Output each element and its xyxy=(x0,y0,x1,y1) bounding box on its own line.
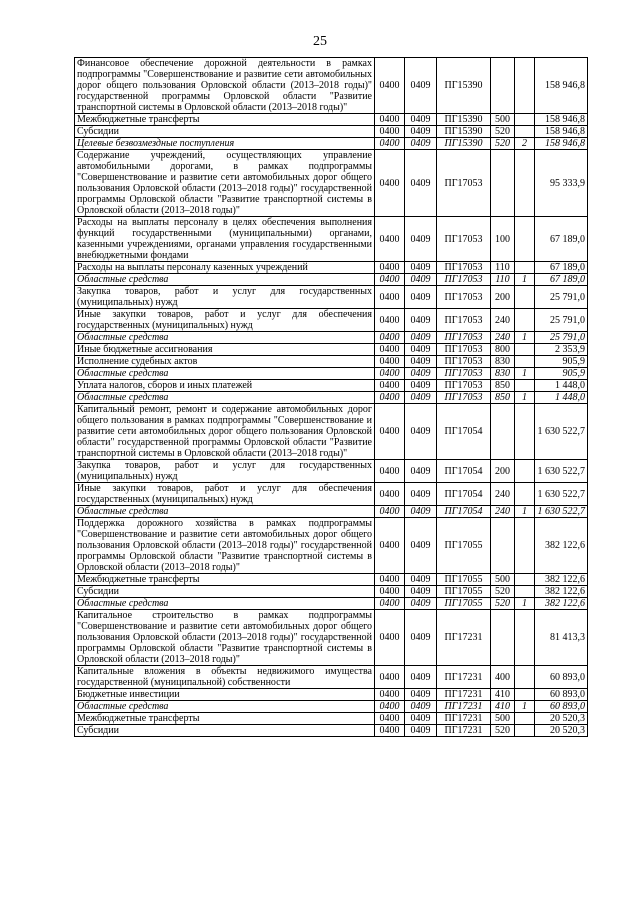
section-code: 0400 xyxy=(375,610,405,666)
funding-source-code xyxy=(515,483,535,506)
expense-type-code: 500 xyxy=(491,713,515,725)
expense-description: Иные закупки товаров, работ и услуг для обеспечения государственных (муниципальных) нужд xyxy=(75,483,375,506)
target-article-code: ПГ15390 xyxy=(437,114,491,126)
subsection-code: 0409 xyxy=(405,506,437,518)
target-article-code: ПГ17231 xyxy=(437,610,491,666)
amount: 1 630 522,7 xyxy=(535,483,588,506)
expense-description: Субсидии xyxy=(75,586,375,598)
section-code: 0400 xyxy=(375,58,405,114)
target-article-code: ПГ17053 xyxy=(437,274,491,286)
funding-source-code xyxy=(515,380,535,392)
expense-type-code: 200 xyxy=(491,460,515,483)
amount: 905,9 xyxy=(535,368,588,380)
target-article-code: ПГ17231 xyxy=(437,713,491,725)
subsection-code: 0409 xyxy=(405,274,437,286)
target-article-code: ПГ17054 xyxy=(437,506,491,518)
expense-description: Капитальные вложения в объекты недвижимого имущества государственной (муниципальной) собственности xyxy=(75,666,375,689)
section-code: 0400 xyxy=(375,150,405,217)
expense-description: Областные средства xyxy=(75,701,375,713)
subsection-code: 0409 xyxy=(405,286,437,309)
section-code: 0400 xyxy=(375,114,405,126)
table-row xyxy=(75,404,588,460)
table-row xyxy=(75,666,588,689)
expense-type-code xyxy=(491,58,515,114)
subsection-code: 0409 xyxy=(405,309,437,332)
target-article-code: ПГ17054 xyxy=(437,483,491,506)
section-code: 0400 xyxy=(375,274,405,286)
expense-type-code: 110 xyxy=(491,274,515,286)
amount: 1 630 522,7 xyxy=(535,460,588,483)
target-article-code: ПГ17231 xyxy=(437,701,491,713)
target-article-code: ПГ17053 xyxy=(437,380,491,392)
target-article-code: ПГ17053 xyxy=(437,150,491,217)
table-row xyxy=(75,610,588,666)
section-code: 0400 xyxy=(375,506,405,518)
table-row xyxy=(75,150,588,217)
table-row xyxy=(75,262,588,274)
target-article-code: ПГ17053 xyxy=(437,262,491,274)
expense-description: Субсидии xyxy=(75,725,375,737)
funding-source-code xyxy=(515,610,535,666)
funding-source-code xyxy=(515,58,535,114)
funding-source-code: 1 xyxy=(515,274,535,286)
amount: 158 946,8 xyxy=(535,138,588,150)
section-code: 0400 xyxy=(375,460,405,483)
funding-source-code xyxy=(515,404,535,460)
amount: 158 946,8 xyxy=(535,58,588,114)
section-code: 0400 xyxy=(375,725,405,737)
target-article-code: ПГ17053 xyxy=(437,332,491,344)
subsection-code: 0409 xyxy=(405,150,437,217)
funding-source-code xyxy=(515,586,535,598)
amount: 20 520,3 xyxy=(535,713,588,725)
expense-description: Областные средства xyxy=(75,506,375,518)
section-code: 0400 xyxy=(375,286,405,309)
subsection-code: 0409 xyxy=(405,138,437,150)
funding-source-code xyxy=(515,114,535,126)
table-row xyxy=(75,344,588,356)
amount: 382 122,6 xyxy=(535,518,588,574)
expense-description: Межбюджетные трансферты xyxy=(75,114,375,126)
expense-type-code: 240 xyxy=(491,483,515,506)
subsection-code: 0409 xyxy=(405,689,437,701)
expense-type-code: 410 xyxy=(491,689,515,701)
table-row xyxy=(75,586,588,598)
subsection-code: 0409 xyxy=(405,58,437,114)
expense-type-code: 100 xyxy=(491,217,515,262)
section-code: 0400 xyxy=(375,262,405,274)
amount: 25 791,0 xyxy=(535,286,588,309)
funding-source-code xyxy=(515,666,535,689)
target-article-code: ПГ17053 xyxy=(437,344,491,356)
table-row xyxy=(75,574,588,586)
section-code: 0400 xyxy=(375,368,405,380)
amount: 1 630 522,7 xyxy=(535,404,588,460)
section-code: 0400 xyxy=(375,309,405,332)
funding-source-code xyxy=(515,344,535,356)
amount: 2 353,9 xyxy=(535,344,588,356)
section-code: 0400 xyxy=(375,344,405,356)
subsection-code: 0409 xyxy=(405,356,437,368)
amount: 20 520,3 xyxy=(535,725,588,737)
funding-source-code xyxy=(515,217,535,262)
expense-description: Областные средства xyxy=(75,332,375,344)
expense-type-code: 520 xyxy=(491,586,515,598)
page-number: 25 xyxy=(313,34,327,49)
section-code: 0400 xyxy=(375,483,405,506)
expense-type-code: 400 xyxy=(491,666,515,689)
amount: 67 189,0 xyxy=(535,274,588,286)
funding-source-code xyxy=(515,150,535,217)
amount: 95 333,9 xyxy=(535,150,588,217)
table-row xyxy=(75,286,588,309)
expense-type-code: 500 xyxy=(491,114,515,126)
expense-description: Капитальный ремонт, ремонт и содержание автомобильных дорог общего пользования в рамках подпрограммы "Совершенствование и развитие сети автомобильных дорог общего пользования Орловской области" государственной программы Орловской области "Развитие транспортной системы в Орловской области (2013–2018 годы)" xyxy=(75,404,375,460)
expense-type-code: 800 xyxy=(491,344,515,356)
table-row xyxy=(75,138,588,150)
funding-source-code xyxy=(515,689,535,701)
funding-source-code: 2 xyxy=(515,138,535,150)
subsection-code: 0409 xyxy=(405,574,437,586)
expense-description: Закупка товаров, работ и услуг для государственных (муниципальных) нужд xyxy=(75,286,375,309)
amount: 1 448,0 xyxy=(535,392,588,404)
budget-table-body xyxy=(75,58,588,737)
target-article-code: ПГ17231 xyxy=(437,725,491,737)
target-article-code: ПГ17055 xyxy=(437,598,491,610)
subsection-code: 0409 xyxy=(405,344,437,356)
table-row xyxy=(75,58,588,114)
amount: 382 122,6 xyxy=(535,586,588,598)
section-code: 0400 xyxy=(375,380,405,392)
expense-description: Областные средства xyxy=(75,598,375,610)
amount: 67 189,0 xyxy=(535,262,588,274)
subsection-code: 0409 xyxy=(405,713,437,725)
expense-type-code xyxy=(491,404,515,460)
expense-type-code: 240 xyxy=(491,506,515,518)
section-code: 0400 xyxy=(375,332,405,344)
expense-type-code: 520 xyxy=(491,598,515,610)
expense-description: Бюджетные инвестиции xyxy=(75,689,375,701)
subsection-code: 0409 xyxy=(405,380,437,392)
budget-table xyxy=(74,57,588,737)
amount: 67 189,0 xyxy=(535,217,588,262)
target-article-code: ПГ15390 xyxy=(437,126,491,138)
subsection-code: 0409 xyxy=(405,392,437,404)
table-row xyxy=(75,309,588,332)
subsection-code: 0409 xyxy=(405,262,437,274)
expense-type-code: 830 xyxy=(491,368,515,380)
section-code: 0400 xyxy=(375,701,405,713)
target-article-code: ПГ17053 xyxy=(437,309,491,332)
expense-description: Уплата налогов, сборов и иных платежей xyxy=(75,380,375,392)
table-row xyxy=(75,701,588,713)
target-article-code: ПГ17053 xyxy=(437,392,491,404)
subsection-code: 0409 xyxy=(405,332,437,344)
subsection-code: 0409 xyxy=(405,701,437,713)
expense-description: Расходы на выплаты персоналу казенных учреждений xyxy=(75,262,375,274)
section-code: 0400 xyxy=(375,392,405,404)
expense-type-code: 240 xyxy=(491,309,515,332)
funding-source-code: 1 xyxy=(515,392,535,404)
subsection-code: 0409 xyxy=(405,404,437,460)
expense-type-code: 410 xyxy=(491,701,515,713)
target-article-code: ПГ17054 xyxy=(437,404,491,460)
amount: 25 791,0 xyxy=(535,309,588,332)
subsection-code: 0409 xyxy=(405,114,437,126)
expense-description: Финансовое обеспечение дорожной деятельности в рамках подпрограммы "Совершенствование и развитие сети автомобильных дорог общего пользования Орловской области (2013–2018 годы)" государственной программы Орловской области "Развитие транспортной системы в Орловской области (2013–2018 годы)" xyxy=(75,58,375,114)
subsection-code: 0409 xyxy=(405,725,437,737)
target-article-code: ПГ17231 xyxy=(437,689,491,701)
expense-description: Исполнение судебных актов xyxy=(75,356,375,368)
table-row xyxy=(75,460,588,483)
expense-description: Поддержка дорожного хозяйства в рамках подпрограммы "Совершенствование и развитие сети автомобильных дорог общего пользования Орловской области (2013–2018 годы)" государственной программы Орловской области "Развитие транспортной системы в Орловской области (2013–2018 годы)" xyxy=(75,518,375,574)
expense-type-code: 240 xyxy=(491,332,515,344)
funding-source-code xyxy=(515,262,535,274)
table-row xyxy=(75,380,588,392)
expense-description: Закупка товаров, работ и услуг для государственных (муниципальных) нужд xyxy=(75,460,375,483)
expense-type-code: 500 xyxy=(491,574,515,586)
target-article-code: ПГ15390 xyxy=(437,138,491,150)
funding-source-code: 1 xyxy=(515,368,535,380)
expense-type-code xyxy=(491,610,515,666)
table-row xyxy=(75,368,588,380)
subsection-code: 0409 xyxy=(405,666,437,689)
table-row xyxy=(75,483,588,506)
target-article-code: ПГ17053 xyxy=(437,286,491,309)
table-row xyxy=(75,689,588,701)
amount: 158 946,8 xyxy=(535,114,588,126)
section-code: 0400 xyxy=(375,217,405,262)
amount: 1 448,0 xyxy=(535,380,588,392)
subsection-code: 0409 xyxy=(405,586,437,598)
expense-type-code xyxy=(491,518,515,574)
funding-source-code xyxy=(515,460,535,483)
funding-source-code: 1 xyxy=(515,332,535,344)
target-article-code: ПГ17054 xyxy=(437,460,491,483)
expense-type-code: 110 xyxy=(491,262,515,274)
table-row xyxy=(75,518,588,574)
section-code: 0400 xyxy=(375,126,405,138)
amount: 81 413,3 xyxy=(535,610,588,666)
target-article-code: ПГ17055 xyxy=(437,574,491,586)
section-code: 0400 xyxy=(375,713,405,725)
expense-description: Областные средства xyxy=(75,274,375,286)
funding-source-code xyxy=(515,309,535,332)
funding-source-code: 1 xyxy=(515,598,535,610)
section-code: 0400 xyxy=(375,689,405,701)
amount: 1 630 522,7 xyxy=(535,506,588,518)
funding-source-code xyxy=(515,574,535,586)
target-article-code: ПГ17053 xyxy=(437,356,491,368)
table-row xyxy=(75,506,588,518)
expense-description: Областные средства xyxy=(75,392,375,404)
expense-description: Субсидии xyxy=(75,126,375,138)
expense-description: Межбюджетные трансферты xyxy=(75,713,375,725)
target-article-code: ПГ17231 xyxy=(437,666,491,689)
table-row xyxy=(75,114,588,126)
table-row xyxy=(75,126,588,138)
subsection-code: 0409 xyxy=(405,217,437,262)
expense-description: Расходы на выплаты персоналу в целях обеспечения выполнения функций государственными (муниципальными) органами, казенными учреждениями, органами управления государственными внебюджетными фондами xyxy=(75,217,375,262)
amount: 60 893,0 xyxy=(535,689,588,701)
amount: 25 791,0 xyxy=(535,332,588,344)
amount: 60 893,0 xyxy=(535,701,588,713)
expense-type-code: 520 xyxy=(491,126,515,138)
table-row xyxy=(75,332,588,344)
table-row xyxy=(75,392,588,404)
amount: 905,9 xyxy=(535,356,588,368)
table-row xyxy=(75,713,588,725)
target-article-code: ПГ17055 xyxy=(437,586,491,598)
amount: 382 122,6 xyxy=(535,598,588,610)
subsection-code: 0409 xyxy=(405,483,437,506)
section-code: 0400 xyxy=(375,574,405,586)
expense-type-code: 520 xyxy=(491,725,515,737)
subsection-code: 0409 xyxy=(405,518,437,574)
amount: 158 946,8 xyxy=(535,126,588,138)
table-row xyxy=(75,725,588,737)
amount: 60 893,0 xyxy=(535,666,588,689)
target-article-code: ПГ17053 xyxy=(437,368,491,380)
funding-source-code xyxy=(515,518,535,574)
funding-source-code xyxy=(515,286,535,309)
expense-description: Областные средства xyxy=(75,368,375,380)
amount: 382 122,6 xyxy=(535,574,588,586)
section-code: 0400 xyxy=(375,518,405,574)
funding-source-code xyxy=(515,356,535,368)
expense-type-code: 850 xyxy=(491,392,515,404)
table-row xyxy=(75,598,588,610)
expense-type-code xyxy=(491,150,515,217)
section-code: 0400 xyxy=(375,138,405,150)
table-row xyxy=(75,356,588,368)
subsection-code: 0409 xyxy=(405,126,437,138)
expense-type-code: 200 xyxy=(491,286,515,309)
expense-type-code: 520 xyxy=(491,138,515,150)
table-row xyxy=(75,217,588,262)
funding-source-code: 1 xyxy=(515,701,535,713)
subsection-code: 0409 xyxy=(405,598,437,610)
expense-description: Иные закупки товаров, работ и услуг для обеспечения государственных (муниципальных) нужд xyxy=(75,309,375,332)
funding-source-code xyxy=(515,725,535,737)
expense-description: Содержание учреждений, осуществляющих управление автомобильными дорогами, в рамках подпрограммы "Совершенствование и развитие сети автомобильных дорог общего пользования Орловской области (2013–2018 годы)" государственной программы Орловской области "Развитие транспортной системы в Орловской области (2013–2018 годы)" xyxy=(75,150,375,217)
section-code: 0400 xyxy=(375,666,405,689)
expense-type-code: 850 xyxy=(491,380,515,392)
section-code: 0400 xyxy=(375,404,405,460)
expense-description: Целевые безвозмездные поступления xyxy=(75,138,375,150)
expense-description: Капитальное строительство в рамках подпрограммы "Совершенствование и развитие сети автомобильных дорог общего пользования Орловской области (2013–2018 годы)" государственной программы Орловской области "Развитие транспортной системы в Орловской области (2013–2018 годы)" xyxy=(75,610,375,666)
section-code: 0400 xyxy=(375,586,405,598)
target-article-code: ПГ15390 xyxy=(437,58,491,114)
expense-description: Иные бюджетные ассигнования xyxy=(75,344,375,356)
subsection-code: 0409 xyxy=(405,610,437,666)
funding-source-code xyxy=(515,713,535,725)
funding-source-code xyxy=(515,126,535,138)
funding-source-code: 1 xyxy=(515,506,535,518)
section-code: 0400 xyxy=(375,356,405,368)
table-row xyxy=(75,274,588,286)
subsection-code: 0409 xyxy=(405,460,437,483)
expense-type-code: 830 xyxy=(491,356,515,368)
target-article-code: ПГ17053 xyxy=(437,217,491,262)
target-article-code: ПГ17055 xyxy=(437,518,491,574)
expense-description: Межбюджетные трансферты xyxy=(75,574,375,586)
section-code: 0400 xyxy=(375,598,405,610)
subsection-code: 0409 xyxy=(405,368,437,380)
